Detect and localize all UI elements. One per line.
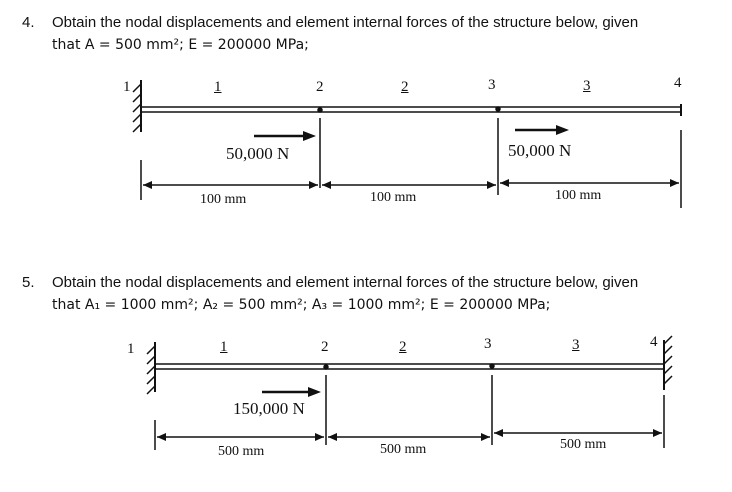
problem-5-left-support (147, 342, 155, 394)
problem-5-dim-2-label: 500 mm (380, 442, 427, 457)
problem-5-node-3-label: 3 (484, 336, 492, 352)
problem-5-bar (155, 364, 664, 369)
problem-5-dim-3-label: 500 mm (560, 437, 607, 452)
problem-4-dim-3-label: 100 mm (555, 188, 602, 203)
problem-4-node-3-label: 3 (488, 77, 496, 93)
problem-5-load-label: 150,000 N (233, 399, 305, 418)
problem-5-statement: Obtain the nodal displacements and element internal forces of the structure below, given (52, 274, 639, 291)
problem-4-node-1-label: 1 (123, 79, 131, 95)
problem-4-number: 4. (22, 14, 35, 31)
problem-4-dim-2-label: 100 mm (370, 190, 417, 205)
problem-5-node-1-label: 1 (127, 341, 135, 357)
problem-5-number: 5. (22, 274, 35, 291)
problem-4-load-2-label: 50,000 N (508, 141, 572, 160)
problem-5-node-2-marker (324, 365, 328, 369)
problem-5-given: that A₁ = 1000 mm²; A₂ = 500 mm²; A₃ = 1000 mm²; E = 200000 MPa; (52, 297, 551, 313)
problem-4-load-1-label: 50,000 N (226, 144, 290, 163)
problem-4-element-2-label: 2 (401, 79, 409, 95)
problem-5-element-1-label: 1 (220, 339, 228, 355)
problem-4-statement: Obtain the nodal displacements and element internal forces of the structure below, given (52, 14, 639, 31)
problem-5-element-2-label: 2 (399, 339, 407, 355)
problem-4-node-4-label: 4 (674, 75, 682, 91)
problem-5-node-2-label: 2 (321, 339, 329, 355)
problem-5-dim-1-label: 500 mm (218, 444, 265, 459)
problem-5-element-3-label: 3 (572, 337, 580, 353)
problem-5-right-support (664, 336, 672, 390)
problem-5-node-3-marker (490, 364, 494, 368)
problem-4-dim-1-label: 100 mm (200, 192, 247, 207)
problem-4-element-1-label: 1 (214, 79, 222, 95)
problem-5-node-4-label: 4 (650, 334, 658, 350)
problem-5-load-arrow (262, 387, 321, 397)
problem-4-given: that A = 500 mm²; E = 200000 MPa; (52, 37, 309, 53)
problem-4-node-2-label: 2 (316, 79, 324, 95)
problem-4-element-3-label: 3 (583, 78, 591, 94)
